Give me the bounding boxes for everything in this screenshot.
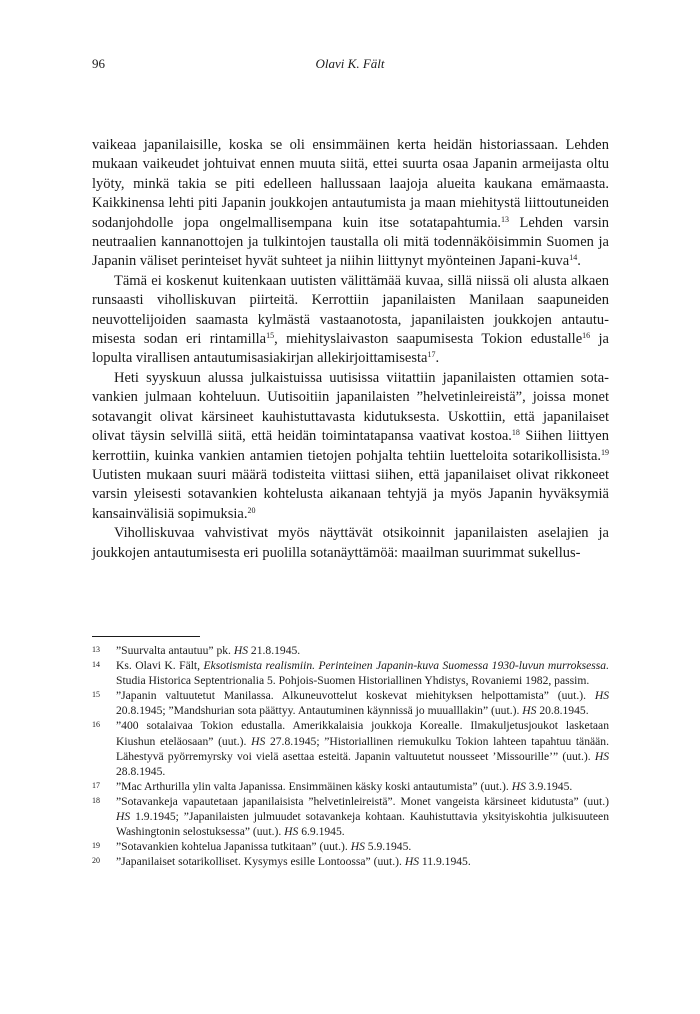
text-run: Lehden varsin neutraalien kannanottojen ja tulkintojen taustalla oli mitä todennäköisimmin Suomen ja Japanin väliset perinteiset hyvät suhteet ja niihin liittynyt myönteinen Japani-kuva xyxy=(92,214,609,270)
footnote-number: 20 xyxy=(92,856,100,866)
text-run: 5.9.1945. xyxy=(364,840,412,854)
footnote-text xyxy=(116,794,609,839)
italic-run: HS xyxy=(251,734,266,748)
footnote-ref: 14 xyxy=(569,253,578,263)
footnote-ref: 16 xyxy=(582,331,591,341)
footnote-ref: 19 xyxy=(601,447,609,457)
paragraph xyxy=(92,524,609,563)
footnote-number: 13 xyxy=(92,645,100,654)
footnote xyxy=(92,839,609,854)
footnote-ref: 13 xyxy=(501,214,510,224)
footnote xyxy=(92,688,609,718)
text-run: 6.9.1945. xyxy=(298,825,345,839)
text-run: ja lopulta virallisen antautumisasiakirjan allekirjoittamisesta xyxy=(92,331,609,367)
footnote xyxy=(92,854,609,869)
paragraph xyxy=(92,369,609,524)
footnote-number: 17 xyxy=(92,780,100,790)
footnote-text xyxy=(116,688,609,718)
text-run: ”Japanilaiset sotarikolliset. Kysymys esille Lontoossa” (uut.). xyxy=(116,855,405,869)
text-run: , miehityslaivaston saapumisesta Tokion edustalle xyxy=(274,331,583,348)
footnote-number: 19 xyxy=(92,841,100,851)
text-run: Tämä ei koskenut kuitenkaan uutisten välittämää kuvaa, sillä niissä oli alusta alkaen runsaasti viholliskuvan piirteitä. Kerrottiin japanilaisten Manilaan saapuneiden neuvottelijoiden saamasta kylmästä vastaanotosta, japanilaisten joukkojen antautumisesta sodan eri rintamilla xyxy=(92,272,609,348)
footnote xyxy=(92,779,609,794)
text-run: vaikeaa japanilaisille, koska se oli ensimmäinen kerta heidän historiassaan. Lehden mukaan vaikeudet johtuivat ennen muuta siitä, ettei suurta osaa Japanin armeijasta oltu lyöty, minkä takia se piti edelleen hallussaan laajoja alueita kaukana emämaasta. Kaikkinensa lehti piti Japanin joukkojen antautumista ja maan miehitystä liittoutuneiden sodanjohdolle jopa ongelmallisempana kuin itse sotatapahtumia. xyxy=(92,137,609,231)
text-run: ”Sotavankeja vapautetaan japanilaisista ”helvetinleireistä”. Monet vangeista kärsineet kidutusta” (uut.) xyxy=(116,794,609,808)
paragraph xyxy=(92,136,609,272)
text-run: Studia Historica Septentrionalia 5. Pohjois-Suomen Historiallinen Yhdistys, Rovaniemi 1982, passim. xyxy=(116,674,590,688)
text-run: Viholliskuvaa vahvistivat myös näyttävät otsikoinnit japanilaisten aselajien ja joukkojen antautumisesta eri puolilla sotanäyttämöä: maailman suurimmat sukellus- xyxy=(92,525,609,561)
footnote-ref: 20 xyxy=(247,505,256,515)
footnote-text xyxy=(116,643,609,658)
text-run: ”Sotavankien kohtelua Japanissa tutkitaan” (uut.). xyxy=(116,840,351,854)
italic-run: HS xyxy=(511,779,526,793)
text-run: ”Japanin valtuutetut Manilassa. Alkuneuvottelut koskevat miehityksen helpottamista” (uut.). xyxy=(116,689,595,703)
footnote xyxy=(92,658,609,688)
footnote-text xyxy=(116,718,609,778)
footnote xyxy=(92,794,609,839)
footnote-number: 16 xyxy=(92,720,100,730)
text-run: Ks. Olavi K. Fält, xyxy=(116,659,204,673)
footnote-text xyxy=(116,779,609,794)
footnote xyxy=(92,643,609,658)
text-run: 27.8.1945; ”Historiallinen riemukulku Tokion lahteen tapahtuu tänään. Lähestyvä pyörremyrsky voi vielä asettaa esteitä. Japanin valtuutetut nousseet ’Missourille’” (uut.). xyxy=(116,734,609,763)
page-number: 96 xyxy=(92,56,105,71)
italic-run: HS xyxy=(284,825,299,839)
text-run: ”400 sotalaivaa Tokion edustalla. Amerikkalaisia joukkoja Koreallе. Ilmakuljetusjoukot lasketaan Kiushun eteläosaan” (uut.). xyxy=(116,719,609,748)
text-run: Heti syyskuun alussa julkaistuissa uutisissa viitattiin japanilaisten ottamien sotavankien julmaan kohteluun. Uutisoitiin japanilaisten ”helvetinleireistä”, joissa monet sotavangit olivat kärsineet kauhistuttavasta kidutuksesta. Uskottiin, että japanilaiset olivat täysin selvillä siitä, että heidän toimintatapansa vaativat kostoa. xyxy=(92,369,609,445)
footnotes xyxy=(92,643,609,869)
page-header xyxy=(92,56,608,76)
italic-run: Eksotismista realismiin. Perinteinen Japanin-kuva Suomessa 1930-luvun murroksessa. xyxy=(203,659,609,673)
paragraph xyxy=(92,272,609,369)
footnote-text xyxy=(116,839,609,854)
italic-run: HS xyxy=(233,644,249,657)
footnote-ref: 17 xyxy=(427,350,436,360)
text-run: 21.8.1945. xyxy=(248,644,301,657)
footnote-number: 14 xyxy=(92,660,100,670)
text-run: Uutisten mukaan suuri määrä todisteita viittasi siihen, että japanilaiset olivat rikkoneet varsin yleisesti sotavankien kohtelusta aikanaan tehtyjä ja myös Japanin hyväksymiä kansainvälisiä sopimuksia. xyxy=(92,466,609,522)
text-run: 20.8.1945; ”Mandshurian sota päättyy. Antautuminen käynnissä jo muualllakin” (uut.). xyxy=(116,704,523,718)
text-run: . xyxy=(577,253,581,270)
footnote-text xyxy=(116,658,609,688)
footnote-ref: 15 xyxy=(266,331,275,341)
text-run: 11.9.1945. xyxy=(419,855,471,869)
text-run: ”Suurvalta antautuu” pk. xyxy=(116,644,234,657)
body-text xyxy=(92,136,609,563)
italic-run: HS xyxy=(594,689,609,703)
footnote-separator xyxy=(92,636,200,637)
text-run: Siihen liittyen kerrottiin, kuinka vankien antamien tietojen pohjalta tehtiin luetteloita sotarikollisista. xyxy=(92,428,609,464)
italic-run: HS xyxy=(404,855,419,869)
italic-run: HS xyxy=(594,749,609,763)
footnote xyxy=(92,718,609,778)
footnote-text xyxy=(116,854,609,869)
footnote-number: 15 xyxy=(92,690,100,700)
text-run: . xyxy=(435,350,440,367)
text-run: 1.9.1945; ”Japanilaisten julmuudet sotavankeja kohtaan. Kauhistuttavia yksityiskohtia julkisuuteen Washingtonin selostuksessa” (uut.). xyxy=(116,810,609,839)
footnote-ref: 18 xyxy=(511,428,520,438)
text-run: 20.8.1945. xyxy=(536,704,589,718)
italic-run: HS xyxy=(116,810,131,824)
italic-run: HS xyxy=(350,840,365,854)
running-head: Olavi K. Fält xyxy=(315,56,385,71)
text-run: 28.8.1945. xyxy=(116,764,166,778)
footnote-number: 18 xyxy=(92,795,100,805)
text-run: 3.9.1945. xyxy=(525,779,573,793)
italic-run: HS xyxy=(522,704,537,718)
text-run: ”Mac Arthurilla ylin valta Japanissa. Ensimmäinen käsky koski antautumista” (uut.). xyxy=(116,779,512,793)
